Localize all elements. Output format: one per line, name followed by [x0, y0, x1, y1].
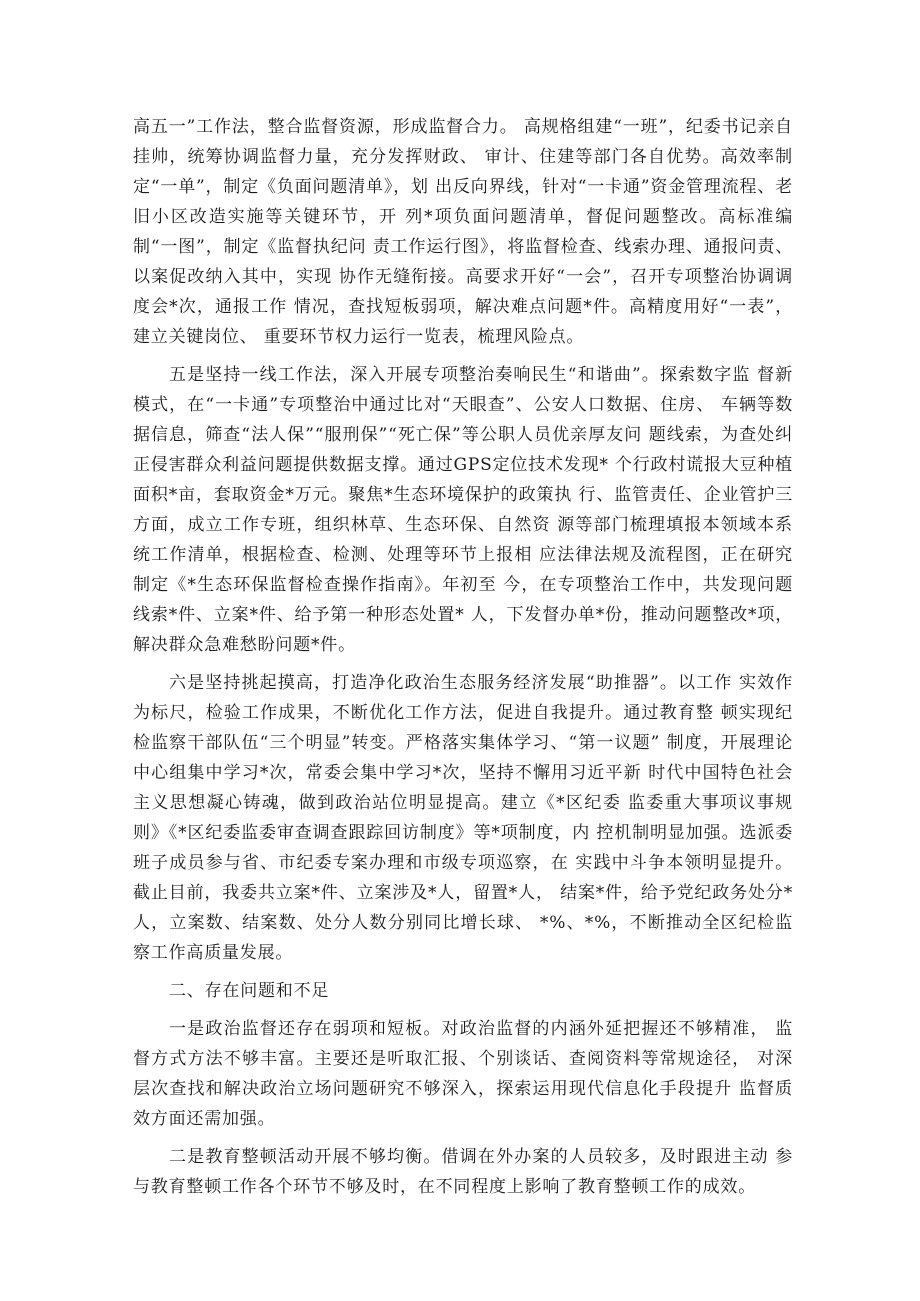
paragraph-point-five: 五是坚持一线工作法，深入开展专项整治奏响民生“和谐曲”。探索数字监 督新模式，在“一卡通”专项整治中通过比对“天眼查”、公安人口数据、住房、 车辆等数据信息，筛查“法人保”“服刑保”“死亡保”等公职人员优亲厚友问 题线索，为查处纠正侵害群众利益问题提供数据支撑。通过GPS定位技术发现* 个行政村谎报大豆种植面积*亩，套取资金*万元。聚焦*生态环境保护的政策执 行、监管责任、企业管护三方面，成立工作专班，组织林草、生态环保、自然资 源等部门梳理填报本领域本系统工作清单，根据检查、检测、处理等环节上报相 应法律法规及流程图，正在研究制定《*生态环保监督检查操作指南》。年初至 今，在专项整治工作中，共发现问题线索*件、立案*件、给予第一种形态处置* 人，下发督办单*份，推动问题整改*项，解决群众急难愁盼问题*件。: [133, 365, 793, 655]
paragraph-problem-one: 一是政治监督还存在弱项和短板。对政治监督的内涵外延把握还不够精准， 监督方式方法不够丰富。主要还是听取汇报、个别谈话、查阅资料等常规途径， 对深层次查找和解决政治立场问题研究不够深入，探索运用现代信息化手段提升 监督质效方面还需加强。: [133, 1019, 793, 1129]
paragraph-continuation: 高五一”工作法，整合监督资源，形成监督合力。 高规格组建“一班”，纪委书记亲自挂帅，统筹协调监督力量，充分发挥财政、 审计、住建等部门各自优势。高效率制定“一单”，制定《负面问题清单》，划 出反向界线，针对“一卡通”资金管理流程、老旧小区改造实施等关键环节，开 列*项负面问题清单，督促问题整改。高标准编制“一图”，制定《监督执纪问 责工作运行图》，将监督检查、线索办理、通报问责、以案促改纳入其中，实现 协作无缝衔接。高要求开好“一会”，召开专项整治协调调度会*次，通报工作 情况，查找短板弱项，解决难点问题*件。高精度用好“一表”，建立关键岗位、 重要环节权力运行一览表，梳理风险点。: [133, 117, 793, 347]
document-body: [133, 112, 793, 1202]
paragraph-point-six: 六是坚持挑起摸高，打造净化政治生态服务经济发展“助推器”。以工作 实效作为标尺，检验工作成果，不断优化工作方法，促进自我提升。通过教育整 顿实现纪检监察干部队伍“三个明显”转变。严格落实集体学习、“第一议题” 制度，开展理论中心组集中学习*次，常委会集中学习*次，坚持不懈用习近平新 时代中国特色社会主义思想凝心铸魂，做到政治站位明显提高。建立《*区纪委 监委重大事项议事规则》《*区纪委监委审查调查跟踪回访制度》等*项制度，内 控机制明显加强。选派委班子成员参与省、市纪委专案办理和市级专项巡察，在 实践中斗争本领明显提升。截止目前，我委共立案*件、立案涉及*人，留置*人， 结案*件，给予党纪政务处分*人，立案数、结案数、处分人数分别同比增长球、 *%、*%，不断推动全区纪检监察工作高质量发展。: [133, 673, 793, 963]
paragraph-problem-two: 二是教育整顿活动开展不够均衡。借调在外办案的人员较多，及时跟进主动 参与教育整顿工作各个环节不够及时，在不同程度上影响了教育整顿工作的成效。: [133, 1147, 793, 1197]
section-heading-problems: 二、存在问题和不足: [169, 981, 330, 1001]
